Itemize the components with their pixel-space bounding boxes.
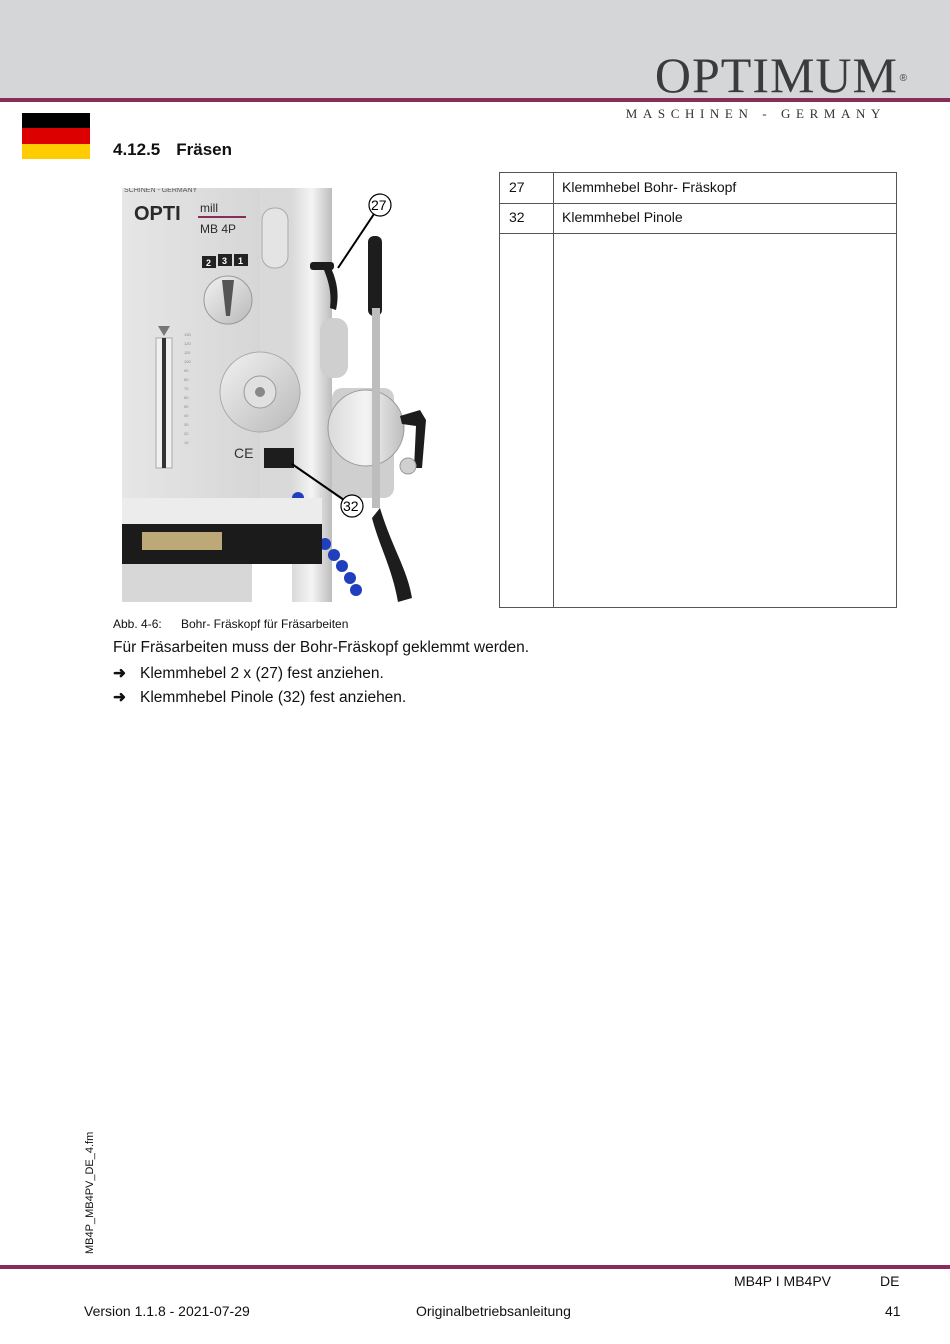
svg-text:20: 20 <box>184 431 189 436</box>
side-filename: MB4P_MB4PV_DE_4.fm <box>84 1131 96 1254</box>
speed-label-2: 3 <box>222 256 228 266</box>
footer-document-title: Originalbetriebsanleitung <box>416 1303 571 1319</box>
svg-text:60: 60 <box>184 395 189 400</box>
handwheel-center <box>255 387 265 397</box>
svg-text:40: 40 <box>184 413 189 418</box>
flag-stripe-black <box>22 113 90 128</box>
table-column-divider <box>553 173 554 607</box>
page-number: 41 <box>885 1303 901 1319</box>
machine-logo-sub: mill <box>200 201 218 215</box>
machine-model: MB 4P <box>200 222 237 236</box>
table-cell-number: 27 <box>509 179 525 195</box>
svg-text:100: 100 <box>184 359 191 364</box>
footer-version: Version 1.1.8 - 2021-07-29 <box>84 1303 250 1319</box>
instruction-step <box>113 664 384 683</box>
svg-text:10: 10 <box>184 440 189 445</box>
svg-text:90: 90 <box>184 368 189 373</box>
german-flag-icon <box>22 113 90 159</box>
callout-32-label: 32 <box>343 498 359 514</box>
arrow-right-icon: ➜ <box>113 689 126 706</box>
feed-lever-shaft <box>372 308 380 508</box>
gauge-housing <box>320 318 348 378</box>
brand-reg: ® <box>899 73 908 84</box>
top-cylinder <box>262 208 288 268</box>
figure-caption <box>113 617 348 631</box>
table-cell-number: 32 <box>509 209 525 225</box>
svg-text:70: 70 <box>184 386 189 391</box>
section-heading <box>113 140 232 160</box>
table-cell-description: Klemmhebel Pinole <box>562 209 683 225</box>
flag-stripe-gold <box>22 144 90 159</box>
brand-logo <box>654 47 908 103</box>
table-cell-description: Klemmhebel Bohr- Fräskopf <box>562 179 737 195</box>
depth-dial <box>328 390 404 466</box>
brand-name-text: OPTIMUM <box>654 47 898 103</box>
svg-text:130: 130 <box>184 332 191 337</box>
depth-scale-bar <box>162 338 166 468</box>
svg-text:80: 80 <box>184 377 189 382</box>
footer-models: MB4P I MB4PV <box>734 1273 832 1289</box>
footer-rule <box>0 1265 950 1269</box>
machine-figure <box>122 188 494 602</box>
clamp-lever-32 <box>264 448 294 468</box>
machine-logo: OPTI <box>134 203 181 225</box>
speed-label-3: 1 <box>238 256 244 266</box>
ce-mark: CE <box>234 445 254 461</box>
svg-text:30: 30 <box>184 422 189 427</box>
chip-guard <box>122 564 252 602</box>
section-title: Fräsen <box>176 140 233 159</box>
caption-text: Bohr- Fräskopf für Fräsarbeiten <box>181 617 349 631</box>
speed-label-1: 2 <box>206 258 212 268</box>
step-text: Klemmhebel 2 x (27) fest anziehen. <box>140 665 384 682</box>
svg-text:50: 50 <box>184 404 189 409</box>
brand-name <box>654 47 908 103</box>
brand-tagline: MASCHINEN - GERMANY <box>625 106 886 121</box>
legend-table <box>499 172 897 608</box>
caption-label: Abb. 4-6: <box>113 617 162 631</box>
feed-lever-grip <box>368 236 382 316</box>
table-row <box>500 203 896 234</box>
section-number: 4.12.5 <box>113 140 161 159</box>
svg-text:110: 110 <box>184 350 191 355</box>
footer-language: DE <box>880 1273 900 1289</box>
svg-text:120: 120 <box>184 341 191 346</box>
step-text: Klemmhebel Pinole (32) fest anziehen. <box>140 689 407 706</box>
logo-underline <box>198 216 246 218</box>
instruction-step <box>113 688 406 707</box>
callout-27-label: 27 <box>371 197 387 213</box>
machine-table <box>122 498 322 524</box>
machine-vise <box>142 532 222 550</box>
table-row <box>500 173 896 204</box>
intro-paragraph: Für Fräsarbeiten muss der Bohr-Fräskopf geklemmt werden. <box>113 639 530 656</box>
arrow-right-icon: ➜ <box>113 665 126 682</box>
flag-stripe-red <box>22 128 90 143</box>
machine-top-text: SCHINEN - GERMANY <box>124 188 198 194</box>
stop-knob <box>400 458 416 474</box>
